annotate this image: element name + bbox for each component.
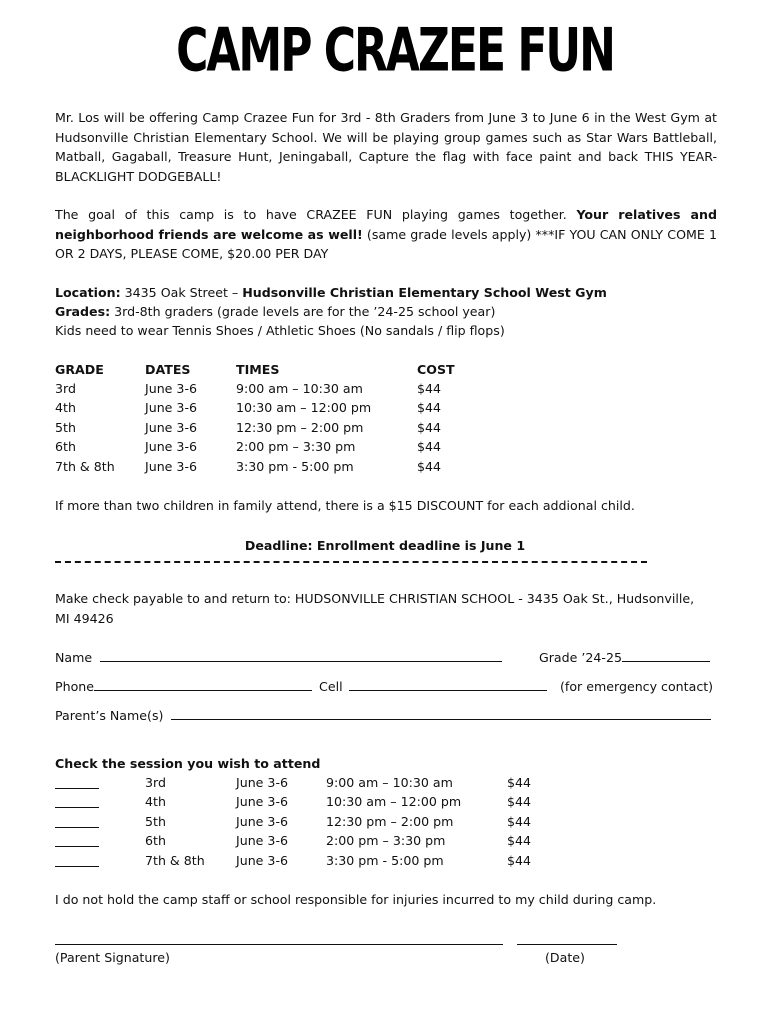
session-checkbox[interactable] [55,795,99,808]
session-grade: 5th [145,814,166,829]
date-label: (Date) [545,950,585,965]
header-cost: COST [417,362,455,377]
session-cost: $44 [507,853,532,868]
location-street: 3435 Oak Street – [120,285,243,300]
grades-label: Grades: [55,304,111,319]
location-label: Location: [55,285,121,300]
header-times: TIMES [236,362,280,377]
session-times: 2:00 pm – 3:30 pm [326,833,446,848]
schedule-times: 3:30 pm - 5:00 pm [236,459,354,474]
grades-text: 3rd-8th graders (grade levels are for the ’24-25 school year) [110,304,496,319]
session-cost: $44 [507,794,532,809]
goal-welcome-text: Your relatives and neighborhood friends are welcome as well! [55,207,717,242]
waiver-text: I do not hold the camp staff or school responsible for injuries incurred to my child during camp. [55,892,657,907]
session-checkbox[interactable] [55,815,99,828]
location-place: Hudsonville Christian Elementary School West Gym [242,285,607,300]
session-grade: 7th & 8th [145,853,205,868]
grades-line [55,302,495,322]
shoes-line: Kids need to wear Tennis Shoes / Athletic Shoes (No sandals / flip flops) [55,323,505,338]
phone-field[interactable] [94,678,312,691]
session-times: 3:30 pm - 5:00 pm [326,853,444,868]
schedule-cost: $44 [417,420,442,435]
schedule-dates: June 3-6 [145,459,197,474]
schedule-times: 2:00 pm – 3:30 pm [236,439,356,454]
cell-field[interactable] [349,678,547,691]
schedule-grade: 3rd [55,381,76,396]
session-checkbox[interactable] [55,776,99,789]
grade-label: Grade ’24-25 [539,650,622,665]
schedule-times: 9:00 am – 10:30 am [236,381,363,396]
session-grade: 3rd [145,775,166,790]
schedule-grade: 5th [55,420,76,435]
schedule-cost: $44 [417,381,442,396]
schedule-dates: June 3-6 [145,400,197,415]
schedule-dates: June 3-6 [145,381,197,396]
schedule-times: 10:30 am – 12:00 pm [236,400,372,415]
header-dates: DATES [145,362,191,377]
grade-field[interactable] [622,649,710,662]
phone-row [55,677,547,697]
session-grade: 6th [145,833,166,848]
schedule-grade: 4th [55,400,76,415]
grade-row [539,648,710,668]
phone-label: Phone [55,679,95,694]
session-dates: June 3-6 [236,775,288,790]
payable-text: Make check payable to and return to: HUDSONVILLE CHRISTIAN SCHOOL - 3435 Oak St., Hudsonville, MI 49426 [55,591,695,626]
name-row [55,648,502,668]
deadline-heading: Deadline: Enrollment deadline is June 1 [244,538,526,553]
parent-name-row [55,706,711,726]
goal-note: (same grade levels apply) ***IF YOU CAN ONLY COME 1 OR 2 DAYS, PLEASE COME, $20.00 PER DAY [55,226,717,261]
session-cost: $44 [507,833,532,848]
session-dates: June 3-6 [236,794,288,809]
date-field[interactable] [517,932,617,945]
schedule-grade: 7th & 8th [55,459,115,474]
discount-note: If more than two children in family attend, there is a $15 DISCOUNT for each addional child. [55,498,635,513]
parent-name-label: Parent’s Name(s) [55,708,164,723]
schedule-times: 12:30 pm – 2:00 pm [236,420,364,435]
schedule-cost: $44 [417,400,442,415]
schedule-dates: June 3-6 [145,439,197,454]
name-field[interactable] [100,649,502,662]
intro-paragraph: Mr. Los will be offering Camp Crazee Fun for 3rd - 8th Graders from June 3 to June 6 in the West Gym at Hudsonville Christian Elementary School. We will be playing group games such as Star Wars Battleball, Matball, Gagaball, Treasure Hunt, Jeningaball, Capture the flag with face paint and back THIS YEAR- BLACKLIGHT DODGEBALL! [55,110,717,184]
session-cost: $44 [507,775,532,790]
parent-name-field[interactable] [171,707,711,720]
session-checkbox[interactable] [55,834,99,847]
session-times: 9:00 am – 10:30 am [326,775,453,790]
session-cost: $44 [507,814,532,829]
parent-signature-field[interactable] [55,932,503,945]
flyer-title: CAMP CRAZEE FUN [176,16,614,86]
session-dates: June 3-6 [236,853,288,868]
name-label: Name [55,650,93,665]
signature-label: (Parent Signature) [55,950,170,965]
session-grade: 4th [145,794,166,809]
goal-paragraph [55,205,717,264]
schedule-dates: June 3-6 [145,420,197,435]
session-times: 10:30 am – 12:00 pm [326,794,462,809]
header-grade: GRADE [55,362,104,377]
session-dates: June 3-6 [236,814,288,829]
schedule-cost: $44 [417,439,442,454]
schedule-grade: 6th [55,439,76,454]
location-line [55,283,607,303]
session-checkbox[interactable] [55,854,99,867]
schedule-cost: $44 [417,459,442,474]
sessions-heading: Check the session you wish to attend [55,756,321,771]
goal-text: The goal of this camp is to have CRAZEE FUN playing games together. [55,207,577,222]
session-dates: June 3-6 [236,833,288,848]
cut-line-divider [55,561,647,563]
emergency-note: (for emergency contact) [560,679,714,694]
session-times: 12:30 pm – 2:00 pm [326,814,454,829]
cell-label: Cell [319,679,343,694]
